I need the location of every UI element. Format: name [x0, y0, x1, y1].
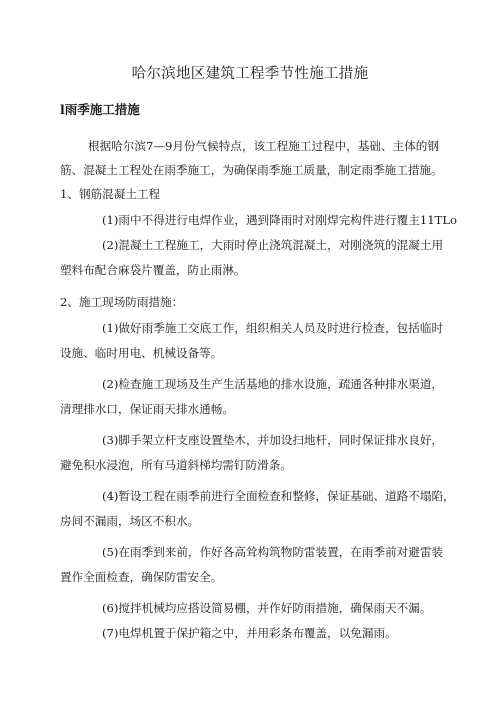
intro-line-1: 根据哈尔滨7—9月份气候特点，该工程施工过程中，基础、主体的钢	[88, 139, 439, 153]
part2-item-5-line-1: (5)在雨季到来前，作好各高耸构筑物防雷装置，在雨季前对避雷装	[102, 545, 444, 559]
part1-item-2-line-2: 塑料布配合麻袋片覆盖，防止雨淋。	[60, 263, 246, 277]
part2-item-3-line-2: 避免积水浸泡，所有马道斜梯均需钉防滑条。	[60, 458, 292, 472]
part1-heading: 1、钢筋混凝土工程	[60, 187, 161, 201]
document-title: 哈尔滨地区建筑工程季节性施工措施	[131, 66, 369, 82]
intro-line-2: 筋、混凝土工程处在雨季施工，为确保雨季施工质量，制定雨季施工措施。	[60, 163, 443, 177]
part2-item-3-line-1: (3)脚手架立杆支座设置垫木，并加设扫地杆，同时保证排水良好，	[102, 433, 444, 447]
part2-item-6: (6)搅拌机械均应搭设简易棚，并作好防雨措施，确保雨天不漏。	[102, 601, 432, 615]
part2-item-4-line-2: 房间不漏雨，场区不积水。	[60, 514, 200, 528]
part1-item-1: (1)雨中不得进行电焊作业，遇到降雨时对刚焊完构件进行覆主11TLo	[102, 213, 458, 227]
part2-item-1-line-2: 设施、临时用电、机械设备等。	[60, 346, 223, 360]
part2-item-2-line-1: (2)检查施工现场及生产生活基地的排水设施，疏通各种排水渠道，	[102, 377, 444, 391]
part2-item-5-line-2: 置作全面检查，确保防雷安全。	[60, 570, 223, 584]
part2-item-2-line-2: 清理排水口，保证雨天排水通畅。	[60, 402, 234, 416]
part2-item-1-line-1: (1)做好雨季施工交底工作，组织相关人员及时进行检查，包括临时	[102, 321, 444, 335]
part2-item-7: (7)电焊机置于保护箱之中，并用彩条布覆盖，以免漏雨。	[102, 626, 397, 640]
part1-item-2-line-1: (2)混凝土工程施工，大雨时停止浇筑混凝土，对刚浇筑的混凝土用	[102, 238, 444, 252]
section-heading-rainy-season: l雨季施工措施	[60, 102, 140, 117]
part2-heading: 2、施工现场防雨措施：	[60, 295, 184, 309]
part2-item-4-line-1: (4)暂设工程在雨季前进行全面检查和整修，保证基础、道路不塌陷，	[102, 489, 455, 503]
